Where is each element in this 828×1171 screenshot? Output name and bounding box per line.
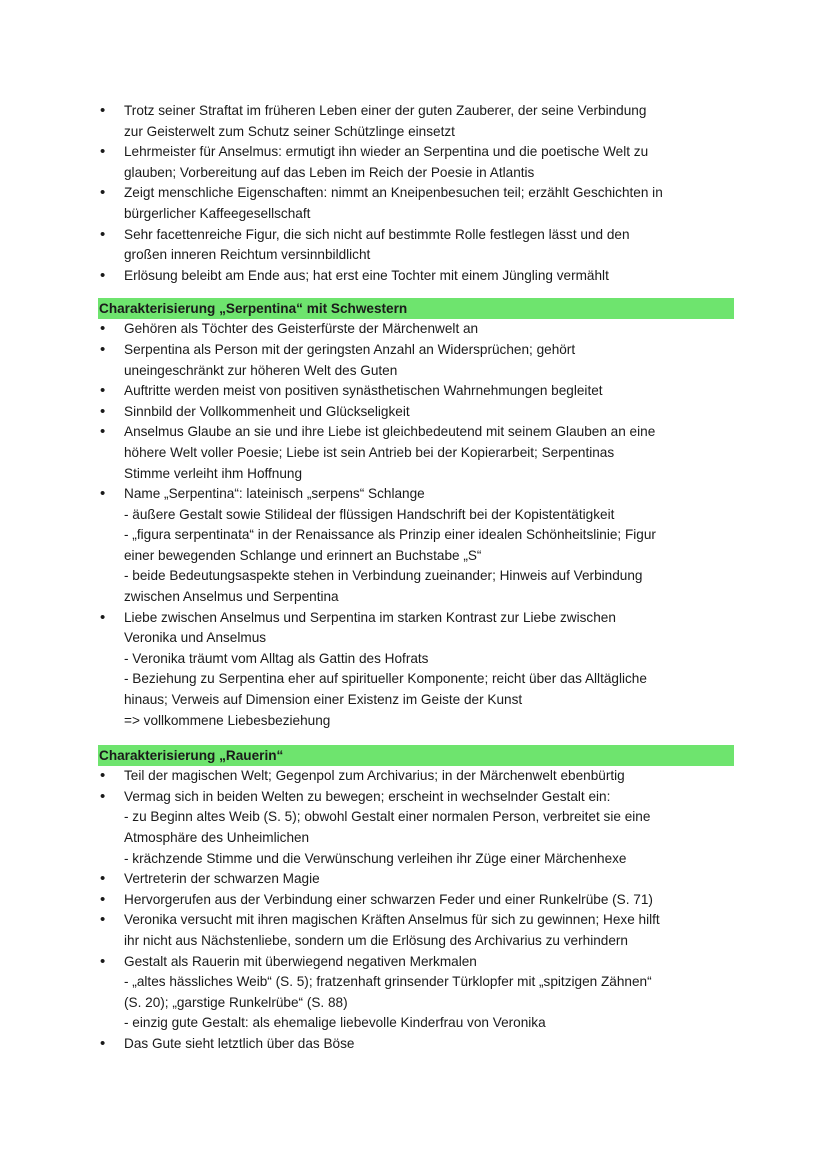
list-item-line: - „altes hässliches Weib“ (S. 5); fratzenhaft grinsender Türklopfer mit „spitzigen Zähnen“	[124, 974, 652, 990]
spacer	[98, 731, 734, 745]
list-item-line: Veronika und Anselmus	[124, 630, 267, 646]
list-item-line: - zu Beginn altes Weib (S. 5); obwohl Gestalt einer normalen Person, verbreitet sie eine	[124, 809, 651, 825]
bullet-icon: •	[100, 143, 106, 161]
list-item	[98, 484, 734, 608]
list-item-line: uneingeschränkt zur höheren Welt des Guten	[124, 362, 398, 378]
bullet-icon: •	[100, 225, 106, 243]
list-item	[98, 422, 734, 484]
list-item-line: => vollkommene Liebesbeziehung	[124, 712, 331, 728]
bullet-icon: •	[100, 767, 106, 785]
list-item	[98, 402, 734, 423]
list-item-line: Veronika versucht mit ihren magischen Kräften Anselmus für sich zu gewinnen; Hexe hilft	[124, 912, 660, 928]
list-item-line: - einzig gute Gestalt: als ehemalige liebevolle Kinderfrau von Veronika	[124, 1015, 546, 1031]
list-item	[98, 319, 734, 340]
section-heading-serpentina: Charakterisierung „Serpentina“ mit Schwestern	[98, 298, 734, 319]
list-item-line: großen inneren Reichtum versinnbildlicht	[124, 247, 371, 263]
list-item-line: - Beziehung zu Serpentina eher auf spiritueller Komponente; reicht über das Alltägliche	[124, 671, 647, 687]
bullet-icon: •	[100, 952, 106, 970]
bullet-icon: •	[100, 382, 106, 400]
list-item	[98, 101, 734, 142]
bullet-icon: •	[100, 485, 106, 503]
list-item-line: Vermag sich in beiden Welten zu bewegen; erscheint in wechselnder Gestalt ein:	[124, 788, 611, 804]
list-item	[98, 142, 734, 183]
list-item-line: glauben; Vorbereitung auf das Leben im Reich der Poesie in Atlantis	[124, 164, 535, 180]
list-item-line: (S. 20); „garstige Runkelrübe“ (S. 88)	[124, 994, 348, 1010]
list-item	[98, 266, 734, 287]
list-item	[98, 225, 734, 266]
bullet-icon: •	[100, 423, 106, 441]
list-item-line: Atmosphäre des Unheimlichen	[124, 830, 310, 845]
document-content	[98, 101, 734, 1055]
list-item-line: höhere Welt voller Poesie; Liebe ist sein Antrieb bei der Kopierarbeit; Serpentinas	[124, 444, 615, 460]
serpentina-list	[98, 319, 734, 731]
list-item-line: Auftritte werden meist von positiven synästhetischen Wahrnehmungen begleitet	[124, 383, 603, 399]
list-item-line: hinaus; Verweis auf Dimension einer Existenz im Geiste der Kunst	[124, 692, 523, 708]
bullet-icon: •	[100, 402, 106, 420]
list-item-line: Hervorgerufen aus der Verbindung einer schwarzen Feder und einer Runkelrübe (S. 71)	[124, 891, 653, 907]
list-item	[98, 183, 734, 224]
bullet-icon: •	[100, 608, 106, 626]
list-item-line: bürgerlicher Kaffeegesellschaft	[124, 205, 311, 221]
list-item-line: Das Gute sieht letztlich über das Böse	[124, 1035, 355, 1051]
list-item	[98, 381, 734, 402]
list-item-line: zur Geisterwelt zum Schutz seiner Schützlinge einsetzt	[124, 123, 455, 139]
list-item-line: Zeigt menschliche Eigenschaften: nimmt an Kneipenbesuchen teil; erzählt Geschichten in	[124, 185, 663, 201]
list-item-line: - „figura serpentinata“ in der Renaissance als Prinzip einer idealen Schönheitslinie; Figur	[124, 527, 656, 543]
list-item-line: - krächzende Stimme und die Verwünschung verleihen ihr Züge einer Märchenhexe	[124, 850, 627, 866]
bullet-icon: •	[100, 870, 106, 888]
list-item	[98, 952, 734, 1034]
list-item	[98, 766, 734, 787]
list-item-line: Name „Serpentina“: lateinisch „serpens“ Schlange	[124, 486, 425, 502]
bullet-icon: •	[100, 890, 106, 908]
list-item-line: - äußere Gestalt sowie Stilideal der flüssigen Handschrift bei der Kopistentätigkeit	[124, 506, 615, 522]
list-item-line: Erlösung beleibt am Ende aus; hat erst eine Tochter mit einem Jüngling vermählt	[124, 267, 609, 283]
list-item	[98, 1034, 734, 1055]
section-heading-rauerin: Charakterisierung „Rauerin“	[98, 745, 734, 766]
bullet-icon: •	[100, 340, 106, 358]
list-item-line: Teil der magischen Welt; Gegenpol zum Archivarius; in der Märchenwelt ebenbürtig	[124, 768, 625, 784]
bullet-icon: •	[100, 787, 106, 805]
list-item-line: - Veronika träumt vom Alltag als Gattin des Hofrats	[124, 650, 429, 666]
list-item-line: Vertreterin der schwarzen Magie	[124, 871, 320, 887]
list-item-line: ihr nicht aus Nächstenliebe, sondern um die Erlösung des Archivarius zu verhindern	[124, 932, 628, 948]
list-item-line: - beide Bedeutungsaspekte stehen in Verbindung zueinander; Hinweis auf Verbindung	[124, 568, 643, 584]
list-item-line: Serpentina als Person mit der geringsten Anzahl an Widersprüchen; gehört	[124, 341, 576, 357]
bullet-icon: •	[100, 1034, 106, 1052]
list-item	[98, 890, 734, 911]
bullet-icon: •	[100, 320, 106, 338]
bullet-icon: •	[100, 911, 106, 929]
list-item-line: Liebe zwischen Anselmus und Serpentina im starken Kontrast zur Liebe zwischen	[124, 609, 616, 625]
list-item-line: Sinnbild der Vollkommenheit und Glückseligkeit	[124, 403, 410, 419]
list-item-line: Lehrmeister für Anselmus: ermutigt ihn wieder an Serpentina und die poetische Welt zu	[124, 144, 649, 160]
list-item-line: zwischen Anselmus und Serpentina	[124, 589, 339, 605]
list-item	[98, 340, 734, 381]
list-item-line: einer bewegenden Schlange und erinnert an Buchstabe „S“	[124, 547, 482, 563]
rauerin-list	[98, 766, 734, 1054]
list-item-line: Stimme verleiht ihm Hoffnung	[124, 465, 303, 481]
bullet-icon: •	[100, 184, 106, 202]
list-item-line: Gestalt als Rauerin mit überwiegend negativen Merkmalen	[124, 953, 477, 969]
intro-list	[98, 101, 734, 286]
list-item	[98, 910, 734, 951]
bullet-icon: •	[100, 266, 106, 284]
list-item	[98, 869, 734, 890]
list-item	[98, 787, 734, 869]
list-item	[98, 608, 734, 732]
list-item-line: Sehr facettenreiche Figur, die sich nicht auf bestimmte Rolle festlegen lässt und den	[124, 226, 630, 242]
list-item-line: Gehören als Töchter des Geisterfürste der Märchenwelt an	[124, 321, 479, 337]
list-item-line: Anselmus Glaube an sie und ihre Liebe ist gleichbedeutend mit seinem Glauben an eine	[124, 424, 656, 440]
spacer	[98, 286, 734, 298]
list-item-line: Trotz seiner Straftat im früheren Leben einer der guten Zauberer, der seine Verbindung	[124, 103, 647, 118]
bullet-icon: •	[100, 102, 106, 119]
